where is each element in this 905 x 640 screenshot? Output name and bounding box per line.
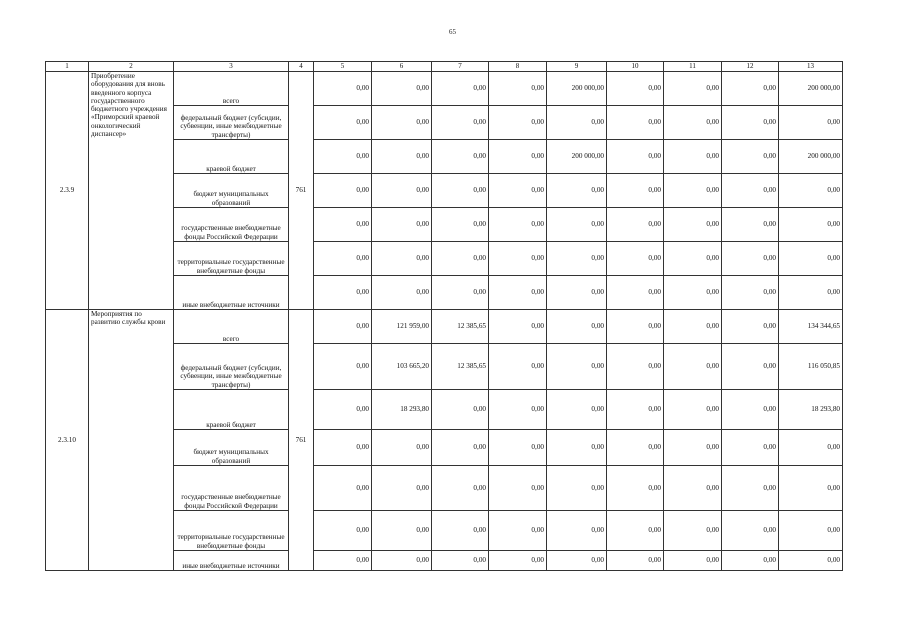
amount-cell: 18 293,80 xyxy=(372,390,432,430)
amount-cell: 0,00 xyxy=(489,174,547,208)
column-number: 9 xyxy=(547,62,607,72)
amount-cell: 0,00 xyxy=(432,511,489,551)
column-number: 12 xyxy=(722,62,779,72)
amount-cell: 0,00 xyxy=(722,310,779,344)
amount-cell: 0,00 xyxy=(664,208,722,242)
amount-cell: 0,00 xyxy=(607,140,664,174)
amount-cell: 0,00 xyxy=(664,276,722,310)
amount-cell: 0,00 xyxy=(722,430,779,466)
column-number: 6 xyxy=(372,62,432,72)
amount-cell: 116 050,85 xyxy=(779,344,843,390)
funding-source: всего xyxy=(174,72,289,106)
amount-cell: 0,00 xyxy=(432,72,489,106)
amount-cell: 0,00 xyxy=(722,174,779,208)
amount-cell: 0,00 xyxy=(432,140,489,174)
amount-cell: 0,00 xyxy=(664,511,722,551)
amount-cell: 0,00 xyxy=(779,174,843,208)
amount-cell: 0,00 xyxy=(372,72,432,106)
amount-cell: 0,00 xyxy=(722,511,779,551)
amount-cell: 0,00 xyxy=(722,72,779,106)
amount-cell: 0,00 xyxy=(722,208,779,242)
amount-cell: 0,00 xyxy=(314,174,372,208)
amount-cell: 0,00 xyxy=(314,208,372,242)
amount-cell: 0,00 xyxy=(314,551,372,571)
ministry-code: 761 xyxy=(289,72,314,310)
amount-cell: 0,00 xyxy=(779,551,843,571)
amount-cell: 0,00 xyxy=(722,344,779,390)
column-number: 10 xyxy=(607,62,664,72)
amount-cell: 0,00 xyxy=(607,430,664,466)
amount-cell: 0,00 xyxy=(607,551,664,571)
amount-cell: 0,00 xyxy=(432,551,489,571)
amount-cell: 0,00 xyxy=(664,430,722,466)
funding-source: федеральный бюджет (субсидии, субвенции, иные межбюджетные трансферты) xyxy=(174,106,289,140)
amount-cell: 0,00 xyxy=(664,466,722,511)
budget-table xyxy=(45,61,843,571)
amount-cell: 0,00 xyxy=(314,466,372,511)
column-number: 11 xyxy=(664,62,722,72)
amount-cell: 0,00 xyxy=(607,390,664,430)
amount-cell: 0,00 xyxy=(722,106,779,140)
amount-cell: 0,00 xyxy=(314,344,372,390)
amount-cell: 0,00 xyxy=(547,310,607,344)
page-number: 65 xyxy=(449,28,456,36)
amount-cell: 0,00 xyxy=(432,276,489,310)
table-row xyxy=(46,72,843,106)
amount-cell: 0,00 xyxy=(722,466,779,511)
amount-cell: 134 344,65 xyxy=(779,310,843,344)
amount-cell: 0,00 xyxy=(722,140,779,174)
funding-source: федеральный бюджет (субсидии, субвенции, иные межбюджетные трансферты) xyxy=(174,344,289,390)
funding-source: бюджет муниципальных образований xyxy=(174,174,289,208)
amount-cell: 12 385,65 xyxy=(432,310,489,344)
amount-cell: 0,00 xyxy=(664,310,722,344)
amount-cell: 0,00 xyxy=(314,106,372,140)
amount-cell: 0,00 xyxy=(432,466,489,511)
column-number: 4 xyxy=(289,62,314,72)
amount-cell: 0,00 xyxy=(432,242,489,276)
amount-cell: 0,00 xyxy=(489,390,547,430)
amount-cell: 0,00 xyxy=(372,140,432,174)
table-body xyxy=(46,62,843,571)
amount-cell: 0,00 xyxy=(547,551,607,571)
amount-cell: 0,00 xyxy=(489,276,547,310)
amount-cell: 200 000,00 xyxy=(547,140,607,174)
amount-cell: 0,00 xyxy=(314,390,372,430)
column-number: 5 xyxy=(314,62,372,72)
amount-cell: 0,00 xyxy=(607,310,664,344)
amount-cell: 121 959,00 xyxy=(372,310,432,344)
amount-cell: 0,00 xyxy=(372,551,432,571)
measure-name: Приобретение оборудования для вновь введенного корпуса государственного бюджетного учреждения «Приморский краевой онкологический диспансер» xyxy=(89,72,174,310)
amount-cell: 0,00 xyxy=(547,242,607,276)
amount-cell: 0,00 xyxy=(489,208,547,242)
column-number-row xyxy=(46,62,843,72)
amount-cell: 0,00 xyxy=(607,174,664,208)
amount-cell: 0,00 xyxy=(664,551,722,571)
amount-cell: 0,00 xyxy=(314,310,372,344)
amount-cell: 0,00 xyxy=(779,276,843,310)
amount-cell: 0,00 xyxy=(607,208,664,242)
amount-cell: 0,00 xyxy=(489,430,547,466)
column-number: 2 xyxy=(89,62,174,72)
funding-source: иные внебюджетные источники xyxy=(174,276,289,310)
measure-index: 2.3.10 xyxy=(46,310,89,571)
amount-cell: 0,00 xyxy=(722,276,779,310)
amount-cell: 0,00 xyxy=(664,242,722,276)
amount-cell: 0,00 xyxy=(664,106,722,140)
amount-cell: 200 000,00 xyxy=(779,140,843,174)
funding-source: краевой бюджет xyxy=(174,390,289,430)
amount-cell: 0,00 xyxy=(722,551,779,571)
amount-cell: 0,00 xyxy=(372,208,432,242)
funding-source: территориальные государственные внебюджетные фонды xyxy=(174,242,289,276)
amount-cell: 0,00 xyxy=(489,310,547,344)
amount-cell: 0,00 xyxy=(314,511,372,551)
amount-cell: 0,00 xyxy=(779,242,843,276)
amount-cell: 0,00 xyxy=(547,208,607,242)
amount-cell: 103 665,20 xyxy=(372,344,432,390)
amount-cell: 0,00 xyxy=(432,174,489,208)
measure-name: Мероприятия по развитию службы крови xyxy=(89,310,174,571)
amount-cell: 0,00 xyxy=(664,72,722,106)
amount-cell: 0,00 xyxy=(314,140,372,174)
amount-cell: 0,00 xyxy=(722,390,779,430)
amount-cell: 0,00 xyxy=(547,390,607,430)
amount-cell: 0,00 xyxy=(547,276,607,310)
amount-cell: 0,00 xyxy=(607,72,664,106)
column-number: 3 xyxy=(174,62,289,72)
amount-cell: 0,00 xyxy=(372,106,432,140)
amount-cell: 0,00 xyxy=(607,106,664,140)
amount-cell: 0,00 xyxy=(489,511,547,551)
amount-cell: 0,00 xyxy=(607,242,664,276)
column-number: 8 xyxy=(489,62,547,72)
amount-cell: 12 385,65 xyxy=(432,344,489,390)
column-number: 1 xyxy=(46,62,89,72)
amount-cell: 0,00 xyxy=(547,106,607,140)
amount-cell: 0,00 xyxy=(372,511,432,551)
amount-cell: 200 000,00 xyxy=(547,72,607,106)
amount-cell: 0,00 xyxy=(779,430,843,466)
amount-cell: 0,00 xyxy=(489,140,547,174)
amount-cell: 0,00 xyxy=(489,344,547,390)
amount-cell: 0,00 xyxy=(314,430,372,466)
amount-cell: 0,00 xyxy=(489,466,547,511)
funding-source: всего xyxy=(174,310,289,344)
amount-cell: 0,00 xyxy=(607,511,664,551)
funding-source: иные внебюджетные источники xyxy=(174,551,289,571)
amount-cell: 0,00 xyxy=(547,174,607,208)
amount-cell: 0,00 xyxy=(664,390,722,430)
amount-cell: 0,00 xyxy=(432,390,489,430)
amount-cell: 0,00 xyxy=(489,551,547,571)
amount-cell: 0,00 xyxy=(779,511,843,551)
amount-cell: 0,00 xyxy=(779,466,843,511)
amount-cell: 0,00 xyxy=(547,344,607,390)
funding-source: бюджет муниципальных образований xyxy=(174,430,289,466)
amount-cell: 0,00 xyxy=(664,174,722,208)
amount-cell: 0,00 xyxy=(664,344,722,390)
amount-cell: 0,00 xyxy=(547,430,607,466)
amount-cell: 0,00 xyxy=(722,242,779,276)
measure-index: 2.3.9 xyxy=(46,72,89,310)
amount-cell: 0,00 xyxy=(314,72,372,106)
column-number: 7 xyxy=(432,62,489,72)
amount-cell: 0,00 xyxy=(489,242,547,276)
amount-cell: 0,00 xyxy=(547,466,607,511)
amount-cell: 0,00 xyxy=(372,466,432,511)
funding-source: государственные внебюджетные фонды Российской Федерации xyxy=(174,466,289,511)
table-row xyxy=(46,310,843,344)
amount-cell: 0,00 xyxy=(314,276,372,310)
amount-cell: 0,00 xyxy=(372,430,432,466)
amount-cell: 0,00 xyxy=(432,106,489,140)
amount-cell: 0,00 xyxy=(664,140,722,174)
amount-cell: 0,00 xyxy=(314,242,372,276)
amount-cell: 0,00 xyxy=(779,106,843,140)
amount-cell: 0,00 xyxy=(432,430,489,466)
funding-source: государственные внебюджетные фонды Российской Федерации xyxy=(174,208,289,242)
amount-cell: 0,00 xyxy=(607,344,664,390)
amount-cell: 0,00 xyxy=(489,72,547,106)
amount-cell: 0,00 xyxy=(779,208,843,242)
funding-source: территориальные государственные внебюджетные фонды xyxy=(174,511,289,551)
column-number: 13 xyxy=(779,62,843,72)
amount-cell: 18 293,80 xyxy=(779,390,843,430)
amount-cell: 0,00 xyxy=(607,466,664,511)
amount-cell: 0,00 xyxy=(372,242,432,276)
amount-cell: 0,00 xyxy=(372,276,432,310)
amount-cell: 0,00 xyxy=(432,208,489,242)
amount-cell: 0,00 xyxy=(372,174,432,208)
amount-cell: 200 000,00 xyxy=(779,72,843,106)
ministry-code: 761 xyxy=(289,310,314,571)
amount-cell: 0,00 xyxy=(607,276,664,310)
amount-cell: 0,00 xyxy=(547,511,607,551)
funding-source: краевой бюджет xyxy=(174,140,289,174)
amount-cell: 0,00 xyxy=(489,106,547,140)
